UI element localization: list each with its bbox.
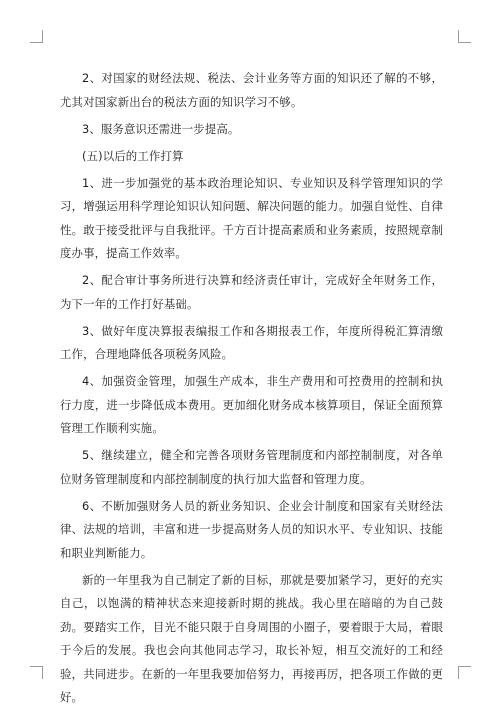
crop-mark-bottom-right [458,666,471,679]
paragraph-plan-4: 4、加强资金管理，加强生产成本，非生产费用和可控费用的控制和执行力度，进一步降低成本费用。更加细化财务成本核算项目，保证全面预算管理工作顺利实施。 [60,374,443,435]
paragraph-plan-2: 2、配合审计事务所进行决算和经济责任审计，完成好全年财务工作，为下一年的工作打好基础。 [60,273,443,311]
document-body [60,67,443,710]
paragraph-plan-1: 1、进一步加强党的基本政治理论知识、专业知识及科学管理知识的学习，增强运用科学理论知识认知问题、解决问题的能力。加强自觉性、自律性。敢于接受批评与自我批评。千方百计提高素质和业务素质，按照规章制度办事，提高工作效率。 [60,175,443,260]
paragraph-plan-6: 6、不断加强财务人员的新业务知识、企业会计制度和国家有关财经法律、法规的培训，丰富和进一步提高财务人员的知识水平、专业知识、技能和职业判断能力。 [60,498,443,560]
crop-mark-top-right [458,30,471,43]
crop-mark-top-left [30,30,43,43]
paragraph-plan-3: 3、做好年度决算报表编报工作和各期报表工作，年度所得税汇算清缴工作，合理地降低各项税务风险。 [60,323,443,361]
paragraph-closing: 新的一年里我为自己制定了新的目标，那就是要加紧学习，更好的充实自己，以饱满的精神状态来迎接新时期的挑战。我心里在暗暗的为自己鼓劲。要踏实工作，目光不能只限于自身周围的小圈子，要着眼于大局，着眼于今后的发展。我也会向其他同志学习，取长补短，相互交流好的工和经验，共同进步。在新的一年里我要加倍努力，再接再厉，把各项工作做的更好。 [60,572,443,704]
crop-mark-bottom-left [30,666,43,679]
paragraph-plan-5: 5、继续建立，健全和完善各项财务管理制度和内部控制制度，对各单位财务管理制度和内部控制制度的执行加大监督和管理力度。 [60,448,443,486]
paragraph-shortcoming-2: 2、对国家的财经法规、税法、会计业务等方面的知识还了解的不够，尤其对国家新出台的税法方面的知识学习不够。 [60,71,443,109]
section-heading-future-plans: (五)以后的工作打算 [82,148,184,163]
paragraph-shortcoming-3: 3、服务意识还需进一步提高。 [82,121,240,136]
